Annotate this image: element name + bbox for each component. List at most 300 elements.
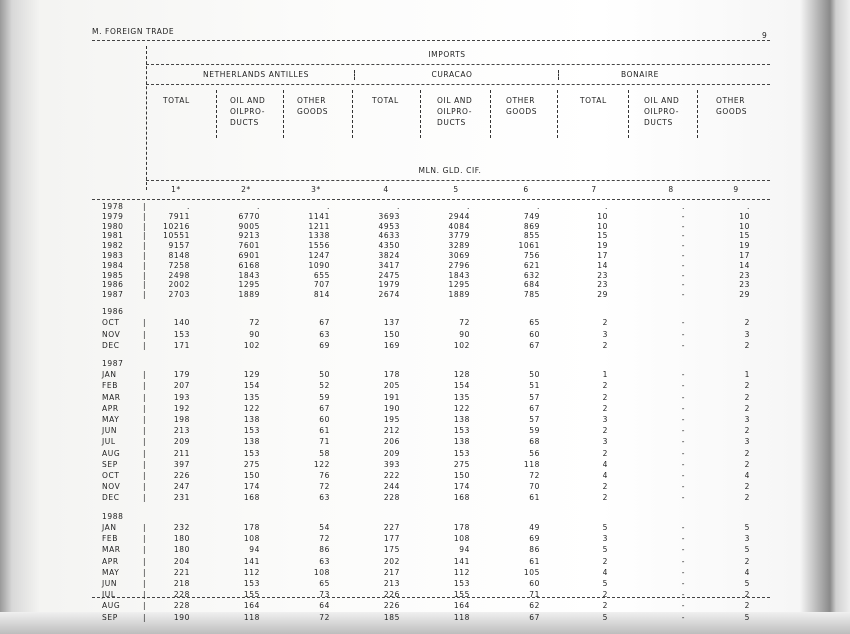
table-cell: 707: [313, 280, 330, 290]
section-title: M. FOREIGN TRADE: [92, 27, 175, 36]
table-cell: .: [682, 202, 685, 211]
row-rule: |: [143, 260, 147, 270]
table-cell: 209: [173, 437, 190, 447]
table-cell: -: [681, 522, 685, 532]
row-label: 1978: [102, 202, 124, 211]
table-cell: 64: [319, 601, 330, 611]
table-cell: 3: [744, 415, 750, 424]
table-cell: 2: [602, 318, 608, 328]
table-cell: 228: [383, 493, 400, 503]
table-cell: 2944: [448, 211, 470, 221]
table-cell: 1090: [308, 260, 330, 270]
table-row: [0, 231, 850, 241]
row-rule: |: [143, 231, 147, 241]
table-cell: 94: [459, 545, 470, 555]
table-row: [0, 601, 850, 611]
table-cell: .: [605, 202, 608, 211]
table-cell: 7601: [238, 241, 260, 251]
table-cell: -: [681, 231, 685, 241]
column-rule: [697, 90, 698, 138]
table-cell: 2: [602, 590, 608, 600]
row-rule: |: [143, 392, 147, 402]
row-rule: |: [143, 437, 147, 447]
row-rule: |: [143, 448, 147, 458]
table-cell: 247: [173, 482, 190, 492]
table-cell: 19: [739, 241, 750, 251]
table-cell: 4953: [378, 221, 400, 231]
table-cell: 1: [744, 370, 750, 380]
table-cell: 153: [453, 448, 470, 458]
table-cell: 72: [319, 612, 330, 622]
table-cell: 655: [313, 270, 330, 280]
table-cell: 54: [319, 522, 330, 532]
table-cell: 60: [529, 329, 540, 339]
period-heading: 1986: [102, 307, 124, 316]
table-row: [0, 534, 850, 544]
table-cell: 6901: [238, 251, 260, 260]
row-rule: |: [143, 381, 147, 391]
column-header: DUCTS: [644, 118, 673, 127]
table-row: [0, 523, 850, 533]
table-cell: .: [747, 202, 750, 211]
table-cell: 3289: [448, 241, 470, 251]
table-cell: 2: [744, 459, 750, 469]
table-cell: 218: [173, 578, 190, 588]
row-label: 1980: [102, 221, 124, 231]
table-cell: 209: [383, 448, 400, 458]
row-label: SEP: [102, 459, 118, 469]
table-cell: 1295: [238, 280, 260, 290]
table-cell: 4350: [378, 241, 400, 251]
table-cell: 10: [739, 221, 750, 231]
row-rule: |: [143, 578, 147, 588]
table-cell: 102: [243, 340, 260, 350]
row-rule: |: [143, 601, 147, 611]
column-header: OIL AND: [644, 96, 680, 105]
table-cell: 153: [243, 578, 260, 588]
table-cell: 153: [453, 426, 470, 436]
table-cell: 14: [739, 260, 750, 270]
table-cell: 52: [319, 381, 330, 391]
row-rule: |: [143, 522, 147, 532]
table-cell: 178: [243, 522, 260, 532]
table-cell: 69: [529, 534, 540, 544]
table-cell: 150: [453, 471, 470, 480]
table-cell: 155: [243, 590, 260, 600]
table-cell: 61: [529, 493, 540, 503]
table-cell: 154: [453, 381, 470, 391]
row-rule: |: [143, 534, 147, 544]
table-cell: .: [187, 202, 190, 211]
row-rule: |: [143, 590, 147, 600]
table-cell: -: [681, 340, 685, 350]
table-cell: 9005: [238, 221, 260, 231]
table-cell: -: [681, 241, 685, 251]
table-cell: 153: [243, 426, 260, 436]
column-header: GOODS: [297, 107, 329, 116]
row-label: MAR: [102, 545, 121, 555]
table-cell: 138: [243, 437, 260, 447]
table-cell: 207: [173, 381, 190, 391]
table-cell: 141: [243, 556, 260, 566]
divider: [146, 84, 770, 85]
table-cell: 118: [243, 612, 260, 622]
table-cell: 180: [173, 545, 190, 555]
table-cell: 2: [744, 601, 750, 611]
row-label: FEB: [102, 381, 118, 391]
table-cell: 393: [383, 459, 400, 469]
table-cell: 10: [597, 211, 608, 221]
table-cell: 4084: [448, 221, 470, 231]
column-header: OTHER: [716, 96, 746, 105]
table-cell: 213: [383, 578, 400, 588]
table-row: [0, 482, 850, 492]
row-label: DEC: [102, 493, 120, 503]
row-rule: |: [143, 556, 147, 566]
row-label: MAY: [102, 567, 120, 577]
table-row: [0, 341, 850, 351]
table-cell: 226: [173, 471, 190, 480]
table-cell: 2: [602, 448, 608, 458]
table-cell: 217: [383, 567, 400, 577]
table-row: [0, 460, 850, 470]
table-cell: .: [257, 202, 260, 211]
column-rule: [283, 90, 284, 138]
table-cell: -: [681, 329, 685, 339]
row-label: FEB: [102, 534, 118, 544]
row-label: APR: [102, 556, 119, 566]
table-cell: 137: [383, 318, 400, 328]
imports-heading: IMPORTS: [428, 50, 466, 59]
row-label: SEP: [102, 612, 118, 622]
table-cell: 2: [602, 392, 608, 402]
table-cell: 10: [739, 211, 750, 221]
table-cell: 3824: [378, 251, 400, 260]
row-label: 1984: [102, 260, 124, 270]
table-cell: 195: [383, 415, 400, 424]
table-cell: 6168: [238, 260, 260, 270]
table-cell: 1889: [448, 290, 470, 300]
table-cell: 1843: [448, 270, 470, 280]
table-cell: 4: [602, 471, 608, 480]
table-cell: 632: [523, 270, 540, 280]
table-row: [0, 202, 850, 212]
table-cell: 2: [744, 493, 750, 503]
table-cell: -: [681, 370, 685, 380]
row-rule: |: [143, 403, 147, 413]
table-cell: 3: [602, 329, 608, 339]
table-cell: 180: [173, 534, 190, 544]
column-header: TOTAL: [372, 96, 399, 105]
table-cell: 2: [744, 340, 750, 350]
row-label: JAN: [102, 370, 117, 380]
table-cell: 5: [744, 578, 750, 588]
unit-label: MLN. GLD. CIF.: [418, 166, 482, 175]
table-cell: 86: [529, 545, 540, 555]
table-row: [0, 613, 850, 623]
column-rule: [628, 90, 629, 138]
table-cell: 122: [243, 403, 260, 413]
table-cell: 175: [383, 545, 400, 555]
row-label: JUL: [102, 437, 116, 447]
column-header: OILPRO-: [230, 107, 266, 116]
table-cell: 228: [173, 601, 190, 611]
table-cell: 275: [453, 459, 470, 469]
table-cell: 2: [744, 318, 750, 328]
table-cell: 61: [529, 556, 540, 566]
column-rule: [557, 90, 558, 138]
table-cell: -: [681, 448, 685, 458]
table-cell: 108: [313, 567, 330, 577]
table-cell: 756: [523, 251, 540, 260]
table-cell: 7258: [168, 260, 190, 270]
table-cell: 23: [739, 280, 750, 290]
table-cell: 2703: [168, 290, 190, 300]
table-cell: -: [681, 260, 685, 270]
table-row: [0, 393, 850, 403]
row-rule: |: [143, 370, 147, 380]
table-cell: 65: [319, 578, 330, 588]
column-header: GOODS: [506, 107, 538, 116]
table-cell: 226: [383, 590, 400, 600]
row-label: APR: [102, 403, 119, 413]
table-cell: 7911: [168, 211, 190, 221]
table-cell: 5: [602, 545, 608, 555]
row-rule: |: [143, 415, 147, 424]
table-cell: 2: [744, 392, 750, 402]
table-cell: 2674: [378, 290, 400, 300]
table-cell: -: [681, 403, 685, 413]
table-cell: 3779: [448, 231, 470, 241]
table-cell: 3417: [378, 260, 400, 270]
table-row: [0, 330, 850, 340]
column-rule: [354, 70, 355, 80]
table-cell: 1247: [308, 251, 330, 260]
table-cell: 621: [523, 260, 540, 270]
row-rule: |: [143, 270, 147, 280]
divider: [92, 199, 770, 200]
row-label: 1986: [102, 280, 124, 290]
table-cell: -: [681, 381, 685, 391]
table-cell: 2: [602, 381, 608, 391]
table-cell: -: [681, 211, 685, 221]
row-label: NOV: [102, 329, 121, 339]
table-cell: .: [537, 202, 540, 211]
table-cell: 14: [597, 260, 608, 270]
table-cell: 5: [602, 612, 608, 622]
group-curacao: CURACAO: [431, 70, 473, 79]
table-cell: 72: [459, 318, 470, 328]
table-cell: 67: [319, 318, 330, 328]
table-cell: 202: [383, 556, 400, 566]
table-cell: -: [681, 471, 685, 480]
table-cell: 10: [597, 221, 608, 231]
table-cell: 23: [597, 280, 608, 290]
table-cell: 211: [173, 448, 190, 458]
table-cell: 4633: [378, 231, 400, 241]
table-cell: 9157: [168, 241, 190, 251]
table-cell: 1889: [238, 290, 260, 300]
table-cell: 15: [597, 231, 608, 241]
group-netherlands-antilles: NETHERLANDS ANTILLES: [203, 70, 309, 79]
table-cell: 749: [523, 211, 540, 221]
table-cell: 71: [529, 590, 540, 600]
column-rule: [420, 90, 421, 138]
table-cell: -: [681, 601, 685, 611]
table-cell: 70: [529, 482, 540, 492]
table-cell: 168: [243, 493, 260, 503]
table-cell: 212: [383, 426, 400, 436]
table-cell: 67: [319, 403, 330, 413]
table-row: [0, 212, 850, 222]
row-label: OCT: [102, 471, 120, 480]
table-cell: 3: [602, 415, 608, 424]
row-rule: |: [143, 241, 147, 251]
row-rule: |: [143, 251, 147, 260]
table-cell: 90: [249, 329, 260, 339]
row-label: AUG: [102, 448, 121, 458]
table-cell: 1979: [378, 280, 400, 290]
table-cell: 59: [529, 426, 540, 436]
table-cell: -: [681, 426, 685, 436]
table-row: [0, 318, 850, 328]
table-cell: 61: [319, 426, 330, 436]
row-rule: |: [143, 482, 147, 492]
row-label: JUN: [102, 426, 118, 436]
table-row: [0, 426, 850, 436]
table-row: [0, 590, 850, 600]
table-cell: 4: [602, 459, 608, 469]
table-cell: 171: [173, 340, 190, 350]
table-cell: 397: [173, 459, 190, 469]
table-cell: 62: [529, 601, 540, 611]
table-cell: 138: [453, 415, 470, 424]
table-cell: 68: [529, 437, 540, 447]
table-cell: 232: [173, 522, 190, 532]
table-cell: 6770: [238, 211, 260, 221]
table-cell: 164: [453, 601, 470, 611]
table-cell: -: [681, 578, 685, 588]
table-cell: -: [681, 437, 685, 447]
table-cell: 221: [173, 567, 190, 577]
table-cell: 1338: [308, 231, 330, 241]
row-rule: |: [143, 612, 147, 622]
table-cell: 138: [453, 437, 470, 447]
table-cell: 67: [529, 612, 540, 622]
table-cell: 2: [744, 448, 750, 458]
table-cell: 3: [602, 437, 608, 447]
table-cell: 59: [319, 392, 330, 402]
table-cell: 684: [523, 280, 540, 290]
row-rule: |: [143, 202, 147, 211]
table-cell: -: [681, 251, 685, 260]
table-cell: 164: [243, 601, 260, 611]
table-cell: 72: [249, 318, 260, 328]
table-cell: 2: [602, 340, 608, 350]
table-cell: 228: [173, 590, 190, 600]
table-cell: 67: [529, 340, 540, 350]
period-heading: 1987: [102, 358, 124, 368]
table-cell: 275: [243, 459, 260, 469]
table-cell: 8148: [168, 251, 190, 260]
table-cell: 63: [319, 493, 330, 503]
column-number: 9: [733, 185, 739, 194]
table-cell: 90: [459, 329, 470, 339]
table-cell: 128: [453, 370, 470, 380]
column-header: OIL AND: [230, 96, 266, 105]
table-cell: 135: [243, 392, 260, 402]
table-cell: 57: [529, 392, 540, 402]
table-cell: 51: [529, 381, 540, 391]
table-cell: 1295: [448, 280, 470, 290]
table-cell: 29: [739, 290, 750, 300]
table-cell: 102: [453, 340, 470, 350]
table-cell: 2: [744, 426, 750, 436]
table-cell: 153: [453, 578, 470, 588]
column-number: 1*: [171, 185, 181, 194]
table-cell: 140: [173, 318, 190, 328]
table-cell: 174: [243, 482, 260, 492]
table-cell: 2796: [448, 260, 470, 270]
table-cell: .: [327, 202, 330, 211]
row-label: MAR: [102, 392, 121, 402]
table-cell: 50: [529, 370, 540, 380]
table-cell: 227: [383, 522, 400, 532]
table-cell: 174: [453, 482, 470, 492]
column-number: 6: [523, 185, 529, 194]
table-cell: 4: [602, 567, 608, 577]
table-cell: 23: [597, 270, 608, 280]
table-cell: 153: [173, 329, 190, 339]
table-cell: 2: [602, 493, 608, 503]
page-number: 9: [762, 31, 768, 40]
table-cell: 10551: [163, 231, 190, 241]
table-cell: 10216: [163, 221, 190, 231]
table-cell: -: [681, 415, 685, 424]
table-cell: 785: [523, 290, 540, 300]
table-row: [0, 251, 850, 261]
table-cell: 2: [602, 426, 608, 436]
table-cell: 4: [744, 567, 750, 577]
row-label: JUL: [102, 590, 116, 600]
table-cell: 178: [453, 522, 470, 532]
table-cell: 3: [744, 329, 750, 339]
column-number: 7: [591, 185, 597, 194]
table-row: [0, 471, 850, 481]
table-cell: 57: [529, 415, 540, 424]
table-cell: 72: [319, 534, 330, 544]
column-header: DUCTS: [230, 118, 259, 127]
table-cell: 135: [453, 392, 470, 402]
table-row: [0, 557, 850, 567]
table-cell: 3069: [448, 251, 470, 260]
group-bonaire: BONAIRE: [620, 70, 660, 79]
table-row: [0, 261, 850, 271]
table-cell: 71: [319, 437, 330, 447]
divider: [92, 40, 770, 41]
table-cell: 222: [383, 471, 400, 480]
column-header: OIL AND: [437, 96, 473, 105]
table-row: [0, 568, 850, 578]
column-header: OTHER: [297, 96, 327, 105]
table-cell: 19: [597, 241, 608, 251]
column-number: 4: [383, 185, 389, 194]
table-cell: 204: [173, 556, 190, 566]
column-rule: [352, 90, 353, 138]
row-rule: |: [143, 280, 147, 290]
table-cell: 69: [319, 340, 330, 350]
table-cell: -: [681, 612, 685, 622]
